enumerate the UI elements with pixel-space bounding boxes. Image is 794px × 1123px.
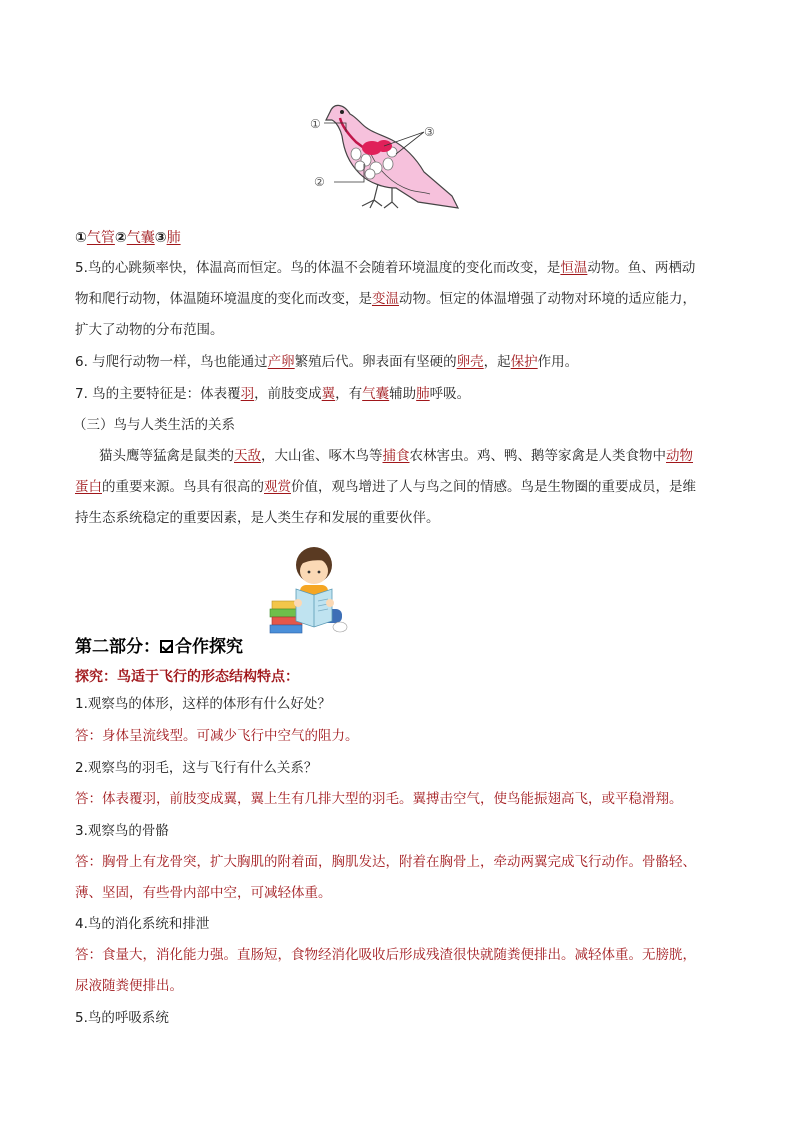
checkbox-icon — [160, 640, 173, 653]
paragraph-8-line-3 — [75, 508, 440, 528]
text: 呼吸。 — [429, 386, 471, 402]
answer-blank: 变温 — [372, 291, 399, 307]
figure-label-2: ② — [314, 175, 325, 189]
paragraph-5-line-3 — [75, 320, 224, 340]
question-5: 5.鸟的呼吸系统 — [75, 1010, 169, 1026]
answer-blank: 捕食 — [382, 448, 410, 464]
answer-blank: 保护 — [510, 354, 538, 370]
answer-blank: 羽 — [240, 386, 255, 402]
answer-blank: 动物 — [666, 448, 693, 464]
answer-3-line-1: 答：胸骨上有龙骨突，扩大胸肌的附着面，胸肌发达，附着在胸骨上，牵动两翼完成飞行动作。骨骼轻、 — [75, 854, 696, 870]
answer-blank: 气囊 — [362, 386, 390, 402]
answer-blank: 产卵 — [267, 354, 295, 370]
caption-num-3: ③ — [154, 230, 167, 246]
figure-caption — [75, 228, 181, 248]
text: 猫头鹰等猛禽是鼠类的 — [99, 448, 234, 464]
question-2: 2.观察鸟的羽毛，这与飞行有什么关系？ — [75, 760, 318, 776]
answer-1: 答：身体呈流线型。可减少飞行中空气的阻力。 — [75, 728, 359, 744]
reading-boy-illustration — [268, 543, 348, 635]
caption-term-3: 肺 — [166, 230, 181, 246]
bird-anatomy-figure — [300, 92, 470, 214]
answer-4-line-1: 答：食量大，消化能力强。直肠短，食物经消化吸收后形成残渣很快就随粪便排出。减轻体重。无膀胱， — [75, 947, 696, 963]
paragraph-8-line-1 — [99, 446, 693, 466]
text: 动物。鱼、两栖动 — [587, 260, 696, 276]
paragraph-6 — [75, 352, 578, 372]
figure-label-3: ③ — [424, 125, 435, 139]
answer-3-line-2: 薄、坚固，有些骨内部中空，可减轻体重。 — [75, 885, 332, 901]
answer-4-line-2: 尿液随粪便排出。 — [75, 978, 183, 994]
caption-num-2: ② — [114, 230, 127, 246]
text: 繁殖后代。卵表面有坚硬的 — [294, 354, 457, 370]
answer-blank: 观赏 — [264, 479, 291, 495]
answer-blank: 翼 — [321, 386, 336, 402]
text: 扩大了动物的分布范围。 — [75, 322, 224, 338]
explore-heading: 探究：鸟适于飞行的形态结构特点： — [75, 669, 299, 685]
answer-blank: 肺 — [416, 386, 430, 402]
text: ，有 — [335, 386, 363, 402]
text: 价值，观鸟增进了人与鸟之间的情感。鸟是生物圈的重要成员，是维 — [291, 479, 696, 495]
answer-blank: 蛋白 — [75, 479, 102, 495]
answer-blank: 恒温 — [560, 260, 588, 276]
text: 7. 鸟的主要特征是：体表覆 — [75, 386, 241, 402]
text: 的重要来源。鸟具有很高的 — [102, 479, 264, 495]
question-4: 4.鸟的消化系统和排泄 — [75, 916, 210, 932]
paragraph-5-line-1 — [75, 258, 695, 278]
text: 辅助 — [389, 386, 417, 402]
part-2-heading — [75, 632, 243, 657]
text: 物和爬行动物，体温随环境温度的变化而改变，是 — [75, 291, 372, 307]
caption-term-1: 气管 — [86, 230, 115, 246]
text: 5.鸟的心跳频率快，体温高而恒定。鸟的体温不会随着环境温度的变化而改变，是 — [75, 260, 561, 276]
answer-blank: 天敌 — [234, 448, 261, 464]
answer-blank: 卵壳 — [456, 354, 484, 370]
text: 持生态系统稳定的重要因素，是人类生存和发展的重要伙伴。 — [75, 510, 440, 526]
question-3: 3.观察鸟的骨骼 — [75, 823, 169, 839]
text: 农林害虫。鸡、鸭、鹅等家禽是人类食物中 — [409, 448, 666, 464]
text: ，前肢变成 — [254, 386, 322, 402]
figure-label-1: ① — [310, 117, 321, 131]
answer-2: 答：体表覆羽，前肢变成翼，翼上生有几排大型的羽毛。翼搏击空气，使鸟能振翅高飞，或平稳滑翔。 — [75, 791, 683, 807]
caption-term-2: 气囊 — [126, 230, 155, 246]
paragraph-5-line-2 — [75, 289, 696, 309]
text: ，起 — [483, 354, 511, 370]
part-2-prefix: 第二部分： — [75, 637, 160, 657]
text: ，大山雀、啄木鸟等 — [261, 448, 383, 464]
caption-num-1: ① — [75, 230, 87, 246]
paragraph-7 — [75, 384, 470, 404]
text: 作用。 — [537, 354, 579, 370]
text: 动物。恒定的体温增强了动物对环境的适应能力， — [399, 291, 696, 307]
part-2-title: 合作探究 — [175, 637, 243, 657]
question-1: 1.观察鸟的体形，这样的体形有什么好处？ — [75, 696, 331, 712]
text: 6. 与爬行动物一样，鸟也能通过 — [75, 354, 268, 370]
paragraph-8-line-2 — [75, 477, 696, 497]
section-3-heading: （三）鸟与人类生活的关系 — [73, 417, 235, 433]
